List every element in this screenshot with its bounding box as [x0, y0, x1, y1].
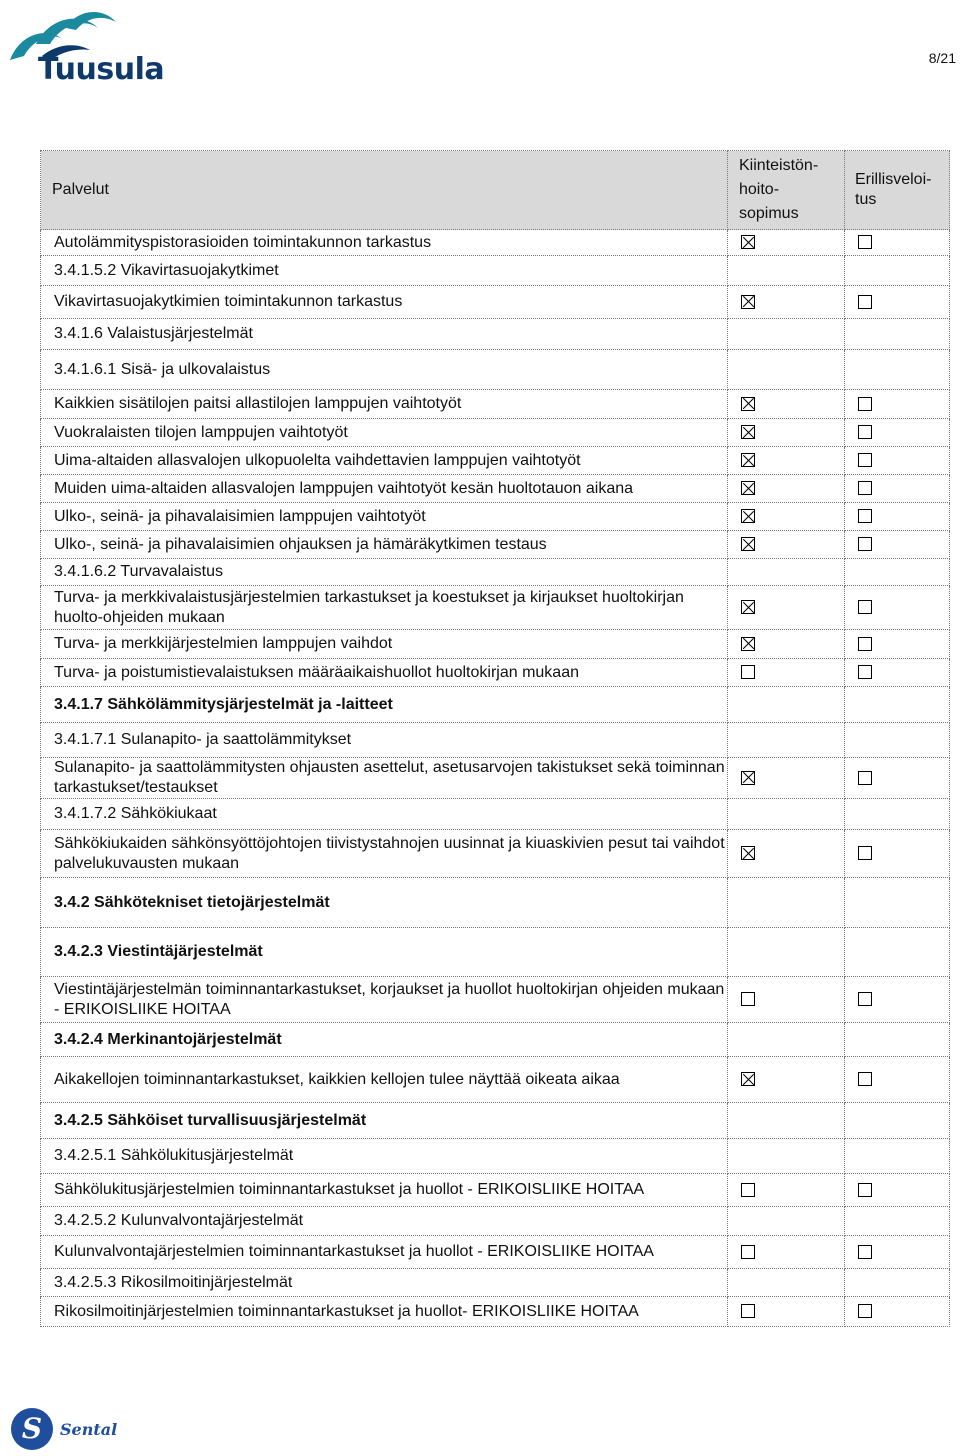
footer-logo-text: Sental	[60, 1420, 118, 1439]
separate-billing-cell	[845, 319, 950, 350]
section-row	[41, 1269, 950, 1297]
header-services: Palvelut	[41, 151, 728, 230]
maintenance-checkbox[interactable]	[741, 771, 755, 785]
services-table	[40, 150, 950, 1327]
header-maintenance-line: hoito-	[739, 181, 780, 198]
service-description: Sähkökiukaiden sähkönsyöttöjohtojen tiivistystahnojen uusinnat ja kiuaskivien pesut tai vaihdot palvelukuvausten mukaan	[41, 830, 728, 878]
separate-billing-cell	[845, 758, 950, 799]
page-number: 8/21	[928, 50, 956, 66]
maintenance-cell	[728, 928, 845, 977]
separate-billing-cell	[845, 723, 950, 758]
section-row	[41, 1103, 950, 1139]
service-description: Turva- ja merkkivalaistusjärjestelmien tarkastukset ja koestukset ja kirjaukset huoltokirjan huolto-ohjeiden mukaan	[41, 586, 728, 630]
header-separate-billing	[845, 151, 950, 230]
service-description: Turva- ja merkkijärjestelmien lamppujen vaihdot	[41, 630, 728, 659]
separate-billing-cell	[845, 1207, 950, 1236]
separate-billing-checkbox[interactable]	[858, 453, 872, 467]
maintenance-checkbox[interactable]	[741, 1245, 755, 1259]
maintenance-checkbox[interactable]	[741, 637, 755, 651]
maintenance-cell	[728, 531, 845, 559]
table-row	[41, 758, 950, 799]
separate-billing-cell	[845, 475, 950, 503]
section-row	[41, 559, 950, 586]
maintenance-checkbox[interactable]	[741, 453, 755, 467]
separate-billing-cell	[845, 390, 950, 419]
separate-billing-cell	[845, 559, 950, 586]
table-row	[41, 230, 950, 256]
section-heading: 3.4.1.6.1 Sisä- ja ulkovalaistus	[41, 350, 728, 390]
section-heading: 3.4.1.7 Sähkölämmitysjärjestelmät ja -laitteet	[41, 687, 728, 723]
separate-billing-cell	[845, 419, 950, 447]
section-row	[41, 687, 950, 723]
maintenance-checkbox[interactable]	[741, 992, 755, 1006]
table-row	[41, 830, 950, 878]
section-row	[41, 799, 950, 830]
maintenance-checkbox[interactable]	[741, 1304, 755, 1318]
section-heading: 3.4.2.5.3 Rikosilmoitinjärjestelmät	[41, 1269, 728, 1297]
section-heading: 3.4.1.6 Valaistusjärjestelmät	[41, 319, 728, 350]
table-row	[41, 1057, 950, 1103]
maintenance-cell	[728, 687, 845, 723]
maintenance-cell	[728, 350, 845, 390]
section-heading: 3.4.2.4 Merkinantojärjestelmät	[41, 1023, 728, 1057]
separate-billing-checkbox[interactable]	[858, 537, 872, 551]
maintenance-cell	[728, 256, 845, 286]
separate-billing-cell	[845, 447, 950, 475]
maintenance-checkbox[interactable]	[741, 1183, 755, 1197]
separate-billing-checkbox[interactable]	[858, 600, 872, 614]
separate-billing-checkbox[interactable]	[858, 509, 872, 523]
separate-billing-cell	[845, 630, 950, 659]
maintenance-cell	[728, 503, 845, 531]
maintenance-cell	[728, 475, 845, 503]
maintenance-cell	[728, 878, 845, 928]
separate-billing-checkbox[interactable]	[858, 992, 872, 1006]
maintenance-checkbox[interactable]	[741, 481, 755, 495]
separate-billing-checkbox[interactable]	[858, 481, 872, 495]
maintenance-cell	[728, 1297, 845, 1327]
maintenance-cell	[728, 1103, 845, 1139]
maintenance-checkbox[interactable]	[741, 425, 755, 439]
logo-text: Tuusula	[38, 52, 165, 87]
header-maintenance-contract	[728, 151, 845, 230]
table-row	[41, 630, 950, 659]
svg-text:S: S	[21, 1412, 43, 1445]
maintenance-cell	[728, 419, 845, 447]
maintenance-cell	[728, 447, 845, 475]
header-maintenance-line: Kiinteistön-	[739, 157, 819, 174]
table-row	[41, 1297, 950, 1327]
separate-billing-checkbox[interactable]	[858, 1245, 872, 1259]
table-row	[41, 977, 950, 1023]
separate-billing-checkbox[interactable]	[858, 1183, 872, 1197]
table-row	[41, 286, 950, 319]
service-description: Ulko-, seinä- ja pihavalaisimien lamppujen vaihtotyöt	[41, 503, 728, 531]
section-row	[41, 256, 950, 286]
service-description: Muiden uima-altaiden allasvalojen lamppujen vaihtotyöt kesän huoltotauon aikana	[41, 475, 728, 503]
separate-billing-checkbox[interactable]	[858, 235, 872, 249]
separate-billing-cell	[845, 687, 950, 723]
separate-billing-checkbox[interactable]	[858, 846, 872, 860]
section-row	[41, 1023, 950, 1057]
header-separate-line: Erillisveloi-	[855, 171, 932, 188]
maintenance-checkbox[interactable]	[741, 1072, 755, 1086]
maintenance-cell	[728, 1139, 845, 1174]
section-heading: 3.4.2.5.2 Kulunvalvontajärjestelmät	[41, 1207, 728, 1236]
maintenance-cell	[728, 1269, 845, 1297]
table-row	[41, 1174, 950, 1207]
maintenance-cell	[728, 723, 845, 758]
service-description: Aikakellojen toiminnantarkastukset, kaikkien kellojen tulee näyttää oikeata aikaa	[41, 1057, 728, 1103]
section-row	[41, 1139, 950, 1174]
separate-billing-cell	[845, 1023, 950, 1057]
service-description: Kulunvalvontajärjestelmien toiminnantarkastukset ja huollot - ERIKOISLIIKE HOITAA	[41, 1236, 728, 1269]
service-description: Autolämmityspistorasioiden toimintakunnon tarkastus	[41, 230, 728, 256]
maintenance-cell	[728, 1236, 845, 1269]
table-row	[41, 419, 950, 447]
separate-billing-checkbox[interactable]	[858, 295, 872, 309]
maintenance-cell	[728, 390, 845, 419]
section-heading: 3.4.1.7.2 Sähkökiukaat	[41, 799, 728, 830]
maintenance-cell	[728, 286, 845, 319]
maintenance-cell	[728, 1174, 845, 1207]
separate-billing-cell	[845, 586, 950, 630]
separate-billing-cell	[845, 1057, 950, 1103]
section-row	[41, 928, 950, 977]
separate-billing-checkbox[interactable]	[858, 1072, 872, 1086]
separate-billing-cell	[845, 830, 950, 878]
section-heading: 3.4.2.3 Viestintäjärjestelmät	[41, 928, 728, 977]
maintenance-cell	[728, 1057, 845, 1103]
table-header-row	[41, 151, 950, 230]
separate-billing-checkbox[interactable]	[858, 425, 872, 439]
section-row	[41, 350, 950, 390]
maintenance-checkbox[interactable]	[741, 846, 755, 860]
separate-billing-cell	[845, 1269, 950, 1297]
separate-billing-checkbox[interactable]	[858, 771, 872, 785]
service-description: Ulko-, seinä- ja pihavalaisimien ohjauksen ja hämäräkytkimen testaus	[41, 531, 728, 559]
separate-billing-cell	[845, 503, 950, 531]
maintenance-checkbox[interactable]	[741, 397, 755, 411]
service-description: Vuokralaisten tilojen lamppujen vaihtotyöt	[41, 419, 728, 447]
maintenance-cell	[728, 1023, 845, 1057]
table-row	[41, 475, 950, 503]
separate-billing-cell	[845, 799, 950, 830]
separate-billing-checkbox[interactable]	[858, 665, 872, 679]
maintenance-checkbox[interactable]	[741, 665, 755, 679]
maintenance-cell	[728, 977, 845, 1023]
maintenance-cell	[728, 319, 845, 350]
maintenance-cell	[728, 799, 845, 830]
separate-billing-checkbox[interactable]	[858, 397, 872, 411]
section-heading: 3.4.1.5.2 Vikavirtasuojakytkimet	[41, 256, 728, 286]
maintenance-checkbox[interactable]	[741, 600, 755, 614]
service-description: Sähkölukitusjärjestelmien toiminnantarkastukset ja huollot - ERIKOISLIIKE HOITAA	[41, 1174, 728, 1207]
section-heading: 3.4.1.6.2 Turvavalaistus	[41, 559, 728, 586]
table-row	[41, 586, 950, 630]
table-row	[41, 659, 950, 687]
service-description: Kaikkien sisätilojen paitsi allastilojen lamppujen vaihtotyöt	[41, 390, 728, 419]
section-heading: 3.4.1.7.1 Sulanapito- ja saattolämmitykset	[41, 723, 728, 758]
maintenance-cell	[728, 659, 845, 687]
service-description: Uima-altaiden allasvalojen ulkopuolelta vaihdettavien lamppujen vaihtotyöt	[41, 447, 728, 475]
separate-billing-checkbox[interactable]	[858, 637, 872, 651]
separate-billing-checkbox[interactable]	[858, 1304, 872, 1318]
separate-billing-cell	[845, 878, 950, 928]
section-row	[41, 878, 950, 928]
section-heading: 3.4.2.5.1 Sähkölukitusjärjestelmät	[41, 1139, 728, 1174]
service-description: Rikosilmoitinjärjestelmien toiminnantarkastukset ja huollot- ERIKOISLIIKE HOITAA	[41, 1297, 728, 1327]
separate-billing-cell	[845, 1297, 950, 1327]
separate-billing-cell	[845, 1103, 950, 1139]
maintenance-cell	[728, 830, 845, 878]
separate-billing-cell	[845, 1174, 950, 1207]
service-description: Viestintäjärjestelmän toiminnantarkastukset, korjaukset ja huollot huoltokirjan ohjeiden mukaan - ERIKOISLIIKE HOITAA	[41, 977, 728, 1023]
maintenance-cell	[728, 230, 845, 256]
maintenance-checkbox[interactable]	[741, 235, 755, 249]
service-description: Turva- ja poistumistievalaistuksen määräaikaishuollot huoltokirjan mukaan	[41, 659, 728, 687]
separate-billing-cell	[845, 977, 950, 1023]
table-row	[41, 1236, 950, 1269]
maintenance-checkbox[interactable]	[741, 295, 755, 309]
separate-billing-cell	[845, 1139, 950, 1174]
header-maintenance-line: sopimus	[739, 205, 799, 222]
separate-billing-cell	[845, 350, 950, 390]
maintenance-cell	[728, 559, 845, 586]
section-heading: 3.4.2.5 Sähköiset turvallisuusjärjestelmät	[41, 1103, 728, 1139]
header-separate-line: tus	[855, 191, 877, 208]
maintenance-cell	[728, 758, 845, 799]
separate-billing-cell	[845, 928, 950, 977]
service-description: Sulanapito- ja saattolämmitysten ohjausten asettelut, asetusarvojen takistukset sekä toiminnan tarkastukset/testaukset	[41, 758, 728, 799]
separate-billing-cell	[845, 256, 950, 286]
separate-billing-cell	[845, 659, 950, 687]
section-row	[41, 1207, 950, 1236]
separate-billing-cell	[845, 230, 950, 256]
section-row	[41, 319, 950, 350]
service-description: Vikavirtasuojakytkimien toimintakunnon tarkastus	[41, 286, 728, 319]
table-row	[41, 503, 950, 531]
maintenance-cell	[728, 1207, 845, 1236]
table-row	[41, 447, 950, 475]
section-row	[41, 723, 950, 758]
section-heading: 3.4.2 Sähkötekniset tietojärjestelmät	[41, 878, 728, 928]
maintenance-cell	[728, 630, 845, 659]
separate-billing-cell	[845, 1236, 950, 1269]
maintenance-cell	[728, 586, 845, 630]
maintenance-checkbox[interactable]	[741, 509, 755, 523]
separate-billing-cell	[845, 286, 950, 319]
table-row	[41, 531, 950, 559]
table-row	[41, 390, 950, 419]
maintenance-checkbox[interactable]	[741, 537, 755, 551]
separate-billing-cell	[845, 531, 950, 559]
